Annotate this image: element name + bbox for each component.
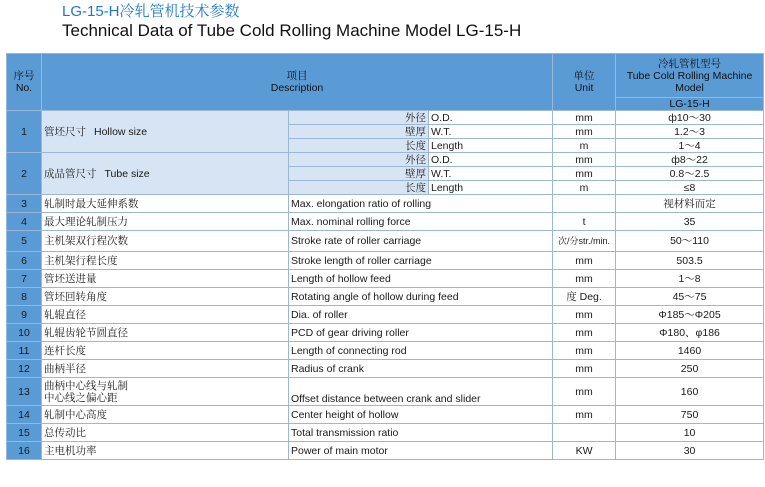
row-description: 成品管尺寸 Tube size — [42, 153, 289, 195]
table-row: 6 主机架行程长度 Stroke length of roller carriage mm 503.5 — [7, 252, 764, 270]
header-model: 冷轧管机型号 Tube Cold Rolling Machine Model — [616, 54, 764, 98]
header-no: 序号 No. — [7, 54, 42, 111]
table-row: 12 曲柄半径 Radius of crank mm 250 — [7, 360, 764, 378]
table-row: 长度 Length m 1～4 — [7, 139, 764, 153]
table-row: 7 管坯送进量 Length of hollow feed mm 1～8 — [7, 270, 764, 288]
table-row: 5 主机架双行程次数 Stroke rate of roller carriage 次/分str./min. 50～110 — [7, 231, 764, 252]
table-row: 15 总传动比 Total transmission ratio 10 — [7, 424, 764, 442]
table-row: 14 轧制中心高度 Center height of hollow mm 750 — [7, 406, 764, 424]
table-row: 4 最大理论轧制压力 Max. nominal rolling force t 35 — [7, 213, 764, 231]
row-description: 管坯尺寸 Hollow size — [42, 111, 289, 153]
table-row: 长度 Length m ≤8 — [7, 181, 764, 195]
title-chinese: LG-15-H冷轧管机技术参数 — [62, 3, 240, 20]
table-row: 16 主电机功率 Power of main motor KW 30 — [7, 442, 764, 460]
table-row: 2 成品管尺寸 Tube size 外径 O.D. mm ф8～22 — [7, 153, 764, 167]
table-row: 1 管坯尺寸 Hollow size 外径 O.D. mm ф10～30 — [7, 111, 764, 125]
table-row: 13 曲柄中心线与轧制 中心线之偏心距 Offset distance between crank and slider mm 160 — [7, 378, 764, 406]
header-model-name: LG-15-H — [616, 98, 764, 111]
table-row: 8 管坯回转角度 Rotating angle of hollow during feed 度 Deg. 45～75 — [7, 288, 764, 306]
table-row: 10 轧辊齿轮节圆直径 PCD of gear driving roller mm Φ180、φ186 — [7, 324, 764, 342]
table-row: 壁厚 W.T. mm 0.8～2.5 — [7, 167, 764, 181]
header-unit: 单位 Unit — [553, 54, 616, 111]
header-description: 项目 Description — [42, 54, 553, 111]
table-row: 11 连杆长度 Length of connecting rod mm 1460 — [7, 342, 764, 360]
technical-data-table — [6, 53, 764, 460]
table-row: 9 轧辊直径 Dia. of roller mm Φ185～Φ205 — [7, 306, 764, 324]
title-english: Technical Data of Tube Cold Rolling Machine Model LG-15-H — [62, 21, 522, 40]
table-row: 3 轧制时最大延伸系数 Max. elongation ratio of rolling 视材料而定 — [7, 195, 764, 213]
table-row: 壁厚 W.T. mm 1.2～3 — [7, 125, 764, 139]
